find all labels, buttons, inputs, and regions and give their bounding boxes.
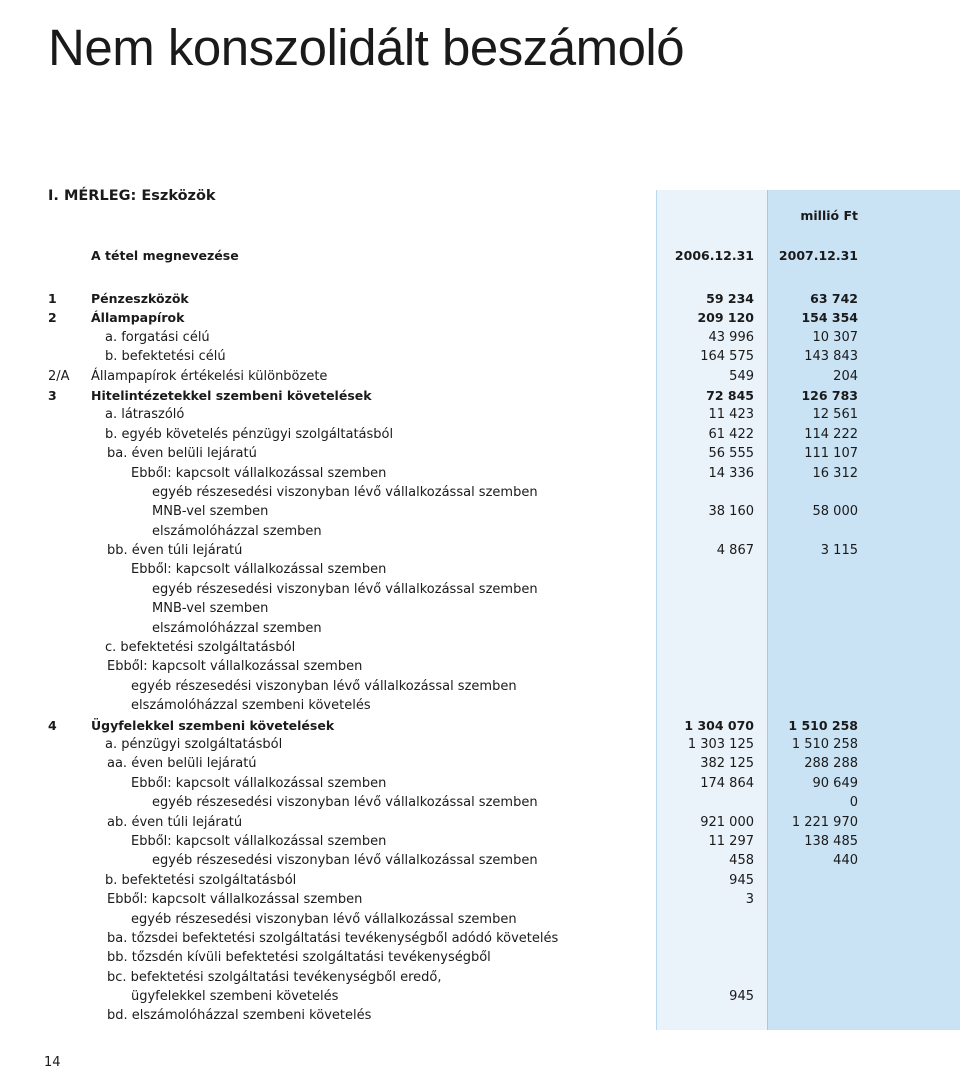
row-label: egyéb részesedési viszonyban lévő vállalkozással szemben [152, 853, 538, 869]
row-number: 1 [48, 291, 57, 306]
value-2007: 3 115 [820, 543, 858, 559]
row-label: egyéb részesedési viszonyban lévő vállalkozással szemben [131, 678, 517, 694]
row-label: egyéb részesedési viszonyban lévő vállalkozással szemben [152, 581, 538, 597]
table-row [0, 289, 960, 308]
table-row [0, 541, 960, 560]
row-label: Ebből: kapcsolt vállalkozással szemben [131, 562, 387, 578]
table-row [0, 851, 960, 870]
value-2006: 1 304 070 [684, 717, 754, 733]
value-2006: 11 423 [708, 407, 754, 423]
value-2006: 174 864 [700, 775, 754, 791]
value-2006: 458 [729, 853, 754, 869]
row-label: a. forgatási célú [105, 329, 210, 345]
table-row [0, 813, 960, 832]
table-row [0, 696, 960, 715]
table-row [0, 774, 960, 793]
row-label: bd. elszámolóházzal szembeni követelés [107, 1008, 372, 1024]
table-row [0, 502, 960, 521]
table-row [0, 677, 960, 696]
table-row [0, 560, 960, 579]
row-label: Pénzeszközök [91, 291, 189, 306]
value-2007: 0 [849, 795, 858, 811]
value-2007: 16 312 [812, 465, 858, 481]
page-number: 14 [44, 1055, 61, 1070]
value-2006: 1 303 125 [687, 736, 754, 752]
header-col-2006: 2006.12.31 [674, 248, 754, 263]
table-row [0, 328, 960, 347]
row-number: 4 [48, 717, 57, 733]
value-2007: 154 354 [801, 310, 858, 326]
row-number: 2 [48, 310, 57, 326]
row-label: Hitelintézetekkel szembeni követelések [91, 387, 372, 403]
row-label: Ebből: kapcsolt vállalkozással szemben [107, 892, 363, 908]
table-row [0, 987, 960, 1006]
table-row [0, 793, 960, 812]
row-label: Ebből: kapcsolt vállalkozással szemben [131, 775, 387, 791]
value-2006: 56 555 [708, 446, 754, 462]
table-row [0, 444, 960, 463]
value-2007: 63 742 [810, 291, 858, 306]
value-2007: 10 307 [812, 329, 858, 345]
row-label: ba. tőzsdei befektetési szolgáltatási tevékenységből adódó követelés [107, 930, 559, 946]
table-row [0, 890, 960, 909]
header-item-name: A tétel megnevezése [91, 248, 239, 263]
value-2006: 549 [729, 368, 754, 384]
balance-sheet-table [0, 289, 960, 1026]
value-2006: 43 996 [708, 329, 754, 345]
row-number: 2/A [48, 368, 70, 384]
value-2006: 164 575 [700, 349, 754, 365]
table-row [0, 347, 960, 366]
row-label: b. befektetési szolgáltatásból [105, 872, 297, 888]
row-label: egyéb részesedési viszonyban lévő vállalkozással szemben [152, 795, 538, 811]
table-row [0, 657, 960, 676]
row-label: Állampapírok értékelési különbözete [91, 368, 328, 384]
value-2007: 90 649 [812, 775, 858, 791]
table-row [0, 308, 960, 327]
row-label: c. befektetési szolgáltatásból [105, 640, 296, 656]
table-row [0, 386, 960, 405]
value-2006: 945 [729, 872, 754, 888]
value-2007: 114 222 [804, 426, 858, 442]
table-row [0, 735, 960, 754]
table-row [0, 405, 960, 424]
table-row [0, 483, 960, 502]
row-label: elszámolóházzal szembeni követelés [131, 698, 371, 714]
table-row [0, 599, 960, 618]
table-row [0, 968, 960, 987]
value-2007: 58 000 [812, 504, 858, 520]
row-label: Ügyfelekkel szembeni követelések [91, 717, 335, 733]
value-2006: 14 336 [708, 465, 754, 481]
page-title: Nem konszolidált beszámoló [48, 19, 685, 76]
row-label: Ebből: kapcsolt vállalkozással szemben [131, 465, 387, 481]
row-label: bb. éven túli lejáratú [107, 543, 243, 559]
row-label: a. látraszóló [105, 407, 185, 423]
table-row [0, 425, 960, 444]
value-2007: 288 288 [804, 756, 858, 772]
table-row [0, 716, 960, 735]
row-label: Ebből: kapcsolt vállalkozással szemben [131, 833, 387, 849]
value-2006: 382 125 [700, 756, 754, 772]
table-row [0, 754, 960, 773]
row-label: b. befektetési célú [105, 349, 226, 365]
row-label: MNB-vel szemben [152, 601, 269, 617]
value-2007: 1 221 970 [791, 814, 858, 830]
value-2006: 61 422 [708, 426, 754, 442]
row-label: elszámolóházzal szemben [152, 523, 322, 539]
section-title: I. MÉRLEG: Eszközök [48, 188, 216, 204]
row-label: ab. éven túli lejáratú [107, 814, 243, 830]
table-row [0, 910, 960, 929]
value-2006: 11 297 [708, 833, 754, 849]
row-label: egyéb részesedési viszonyban lévő vállalkozással szemben [152, 484, 538, 500]
value-2007: 111 107 [804, 446, 858, 462]
table-row [0, 464, 960, 483]
table-row [0, 1006, 960, 1025]
row-label: egyéb részesedési viszonyban lévő vállalkozással szemben [131, 911, 517, 927]
table-row [0, 929, 960, 948]
row-label: elszámolóházzal szemben [152, 620, 322, 636]
table-row [0, 948, 960, 967]
row-label: ba. éven belüli lejáratú [107, 446, 257, 462]
value-2007: 12 561 [812, 407, 858, 423]
value-2007: 126 783 [801, 387, 858, 403]
value-2006: 4 867 [716, 543, 754, 559]
unit-label: millió Ft [800, 208, 858, 223]
value-2007: 204 [833, 368, 858, 384]
row-label: ügyfelekkel szembeni követelés [131, 989, 339, 1005]
value-2007: 138 485 [804, 833, 858, 849]
value-2007: 1 510 258 [788, 717, 858, 733]
value-2006: 72 845 [706, 387, 754, 403]
value-2006: 945 [729, 989, 754, 1005]
row-label: Ebből: kapcsolt vállalkozással szemben [107, 659, 363, 675]
value-2007: 143 843 [804, 349, 858, 365]
value-2006: 209 120 [697, 310, 754, 326]
table-row [0, 522, 960, 541]
row-label: bc. befektetési szolgáltatási tevékenységből eredő, [107, 969, 442, 985]
row-label: bb. tőzsdén kívüli befektetési szolgáltatási tevékenységből [107, 950, 491, 966]
table-row [0, 580, 960, 599]
table-row [0, 638, 960, 657]
value-2007: 1 510 258 [791, 736, 858, 752]
row-label: a. pénzügyi szolgáltatásból [105, 736, 283, 752]
row-label: b. egyéb követelés pénzügyi szolgáltatásból [105, 426, 394, 442]
row-label: Állampapírok [91, 310, 185, 326]
table-row [0, 871, 960, 890]
header-col-2007: 2007.12.31 [778, 248, 858, 263]
row-number: 3 [48, 387, 57, 403]
value-2006: 38 160 [708, 504, 754, 520]
table-row [0, 367, 960, 386]
row-label: MNB-vel szemben [152, 504, 269, 520]
value-2006: 921 000 [700, 814, 754, 830]
value-2007: 440 [833, 853, 858, 869]
table-row [0, 619, 960, 638]
value-2006: 3 [745, 892, 754, 908]
table-row [0, 832, 960, 851]
value-2006: 59 234 [706, 291, 754, 306]
row-label: aa. éven belüli lejáratú [107, 756, 257, 772]
